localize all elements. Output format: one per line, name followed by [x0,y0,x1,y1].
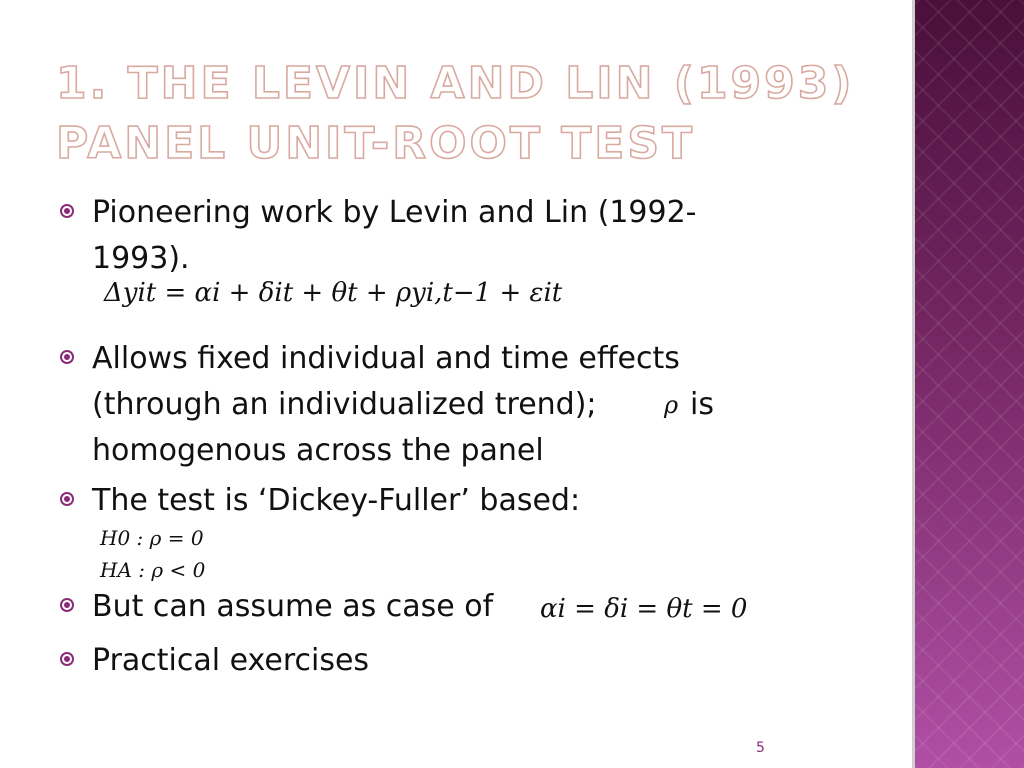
hypothesis-null: H0 : ρ = 0 [100,526,204,550]
bullet-circle-icon [60,204,74,218]
bullet-text: Pioneering work by Levin and Lin (1992- [92,195,697,230]
bullet-text: 1993). [92,241,190,276]
decorative-side-bar [912,0,1024,768]
bullet-text: homogenous across the panel [92,433,544,468]
bullet-text: But can assume as case of [92,589,494,624]
title-line-2: PANEL UNIT-ROOT TEST [56,118,696,169]
bullet-circle-icon [60,652,74,666]
equation-case: αi = δi = θt = 0 [540,594,748,624]
slide-title [56,54,896,174]
bullet-text-trailing: is [690,387,714,422]
bullet-text: (through an individualized trend); [92,387,597,422]
bullet-circle-icon [60,492,74,506]
hypothesis-alternative: HA : ρ < 0 [100,558,206,582]
bullet-text: Practical exercises [92,643,370,678]
page-number: 5 [756,740,765,756]
title-line-1: 1. THE LEVIN AND LIN (1993) [56,58,855,109]
bullet-text: Allows fixed individual and time effects [92,341,680,376]
equation-text: Δyit = αi + δit + θt + ρyi,t−1 + εit [104,278,563,308]
equation-main [104,278,562,308]
bullet-circle-icon [60,598,74,612]
bullet-text: The test is ‘Dickey-Fuller’ based: [92,483,581,518]
bullet-circle-icon [60,350,74,364]
inline-rho-symbol: ρ [664,391,679,419]
